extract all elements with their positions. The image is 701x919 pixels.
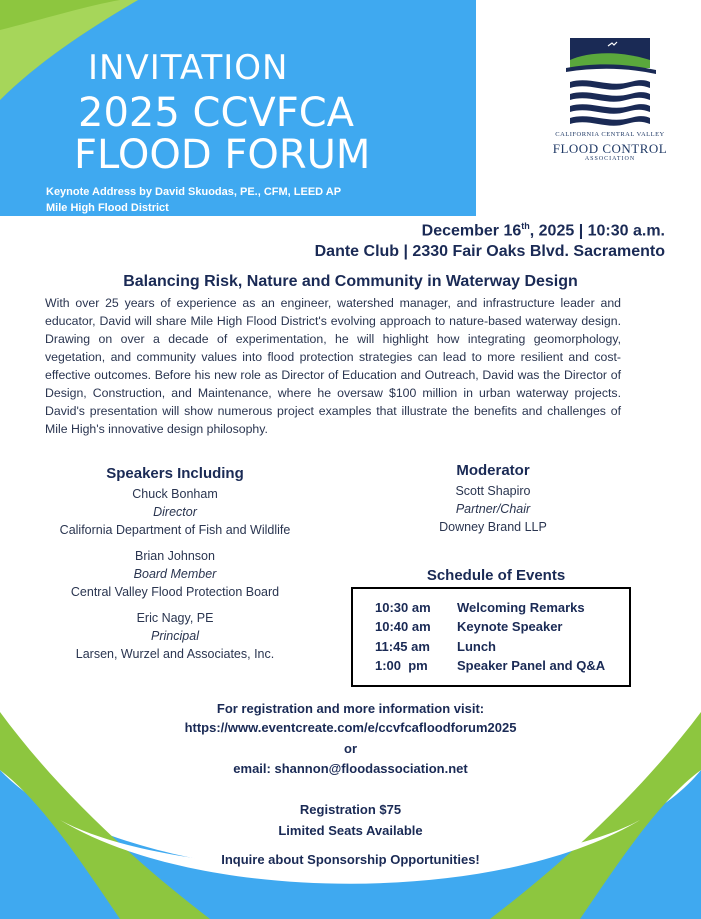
schedule-row bbox=[375, 600, 585, 615]
schedule-row bbox=[375, 658, 605, 673]
keynote-info bbox=[46, 184, 341, 216]
schedule-time: 11:45 am bbox=[375, 639, 430, 654]
speaker-role: Principal bbox=[151, 629, 199, 643]
invitation-label: INVITATION bbox=[88, 48, 289, 88]
speaker-org: Larsen, Wurzel and Associates, Inc. bbox=[75, 647, 275, 661]
registration-info: For registration and more information visit: bbox=[216, 701, 485, 716]
logo-text-line-1: CALIFORNIA CENTRAL VALLEY bbox=[555, 131, 665, 138]
schedule-event: Keynote Speaker bbox=[457, 619, 563, 634]
title-line-2: FLOOD FORUM bbox=[74, 132, 371, 178]
limited-seats: Limited Seats Available bbox=[278, 823, 423, 838]
moderator-heading: Moderator bbox=[456, 462, 530, 479]
sponsorship-note: Inquire about Sponsorship Opportunities! bbox=[221, 852, 480, 867]
schedule-row bbox=[375, 639, 496, 654]
logo-text-line-2: FLOOD CONTROL bbox=[552, 141, 668, 156]
schedule-row bbox=[375, 619, 563, 634]
moderator-name: Scott Shapiro bbox=[455, 484, 531, 498]
speakers-heading: Speakers Including bbox=[106, 465, 244, 482]
event-date bbox=[422, 221, 665, 240]
moderator-section bbox=[393, 460, 593, 536]
session-title: Balancing Risk, Nature and Community in Waterway Design bbox=[123, 273, 578, 290]
flood-logo-icon bbox=[548, 38, 672, 130]
keynote-organization: Mile High Flood District bbox=[46, 202, 169, 214]
schedule-event: Welcoming Remarks bbox=[457, 600, 585, 615]
speaker-org: California Department of Fish and Wildlife bbox=[59, 523, 291, 537]
logo-text-line-3: ASSOCIATION bbox=[584, 156, 636, 162]
speaker-name: Chuck Bonham bbox=[132, 487, 218, 501]
schedule-time: 10:40 am bbox=[375, 619, 431, 634]
schedule-event: Speaker Panel and Q&A bbox=[457, 658, 606, 673]
or-text: or bbox=[344, 741, 357, 756]
speaker-name: Brian Johnson bbox=[135, 549, 215, 563]
schedule-time: 10:30 am bbox=[375, 600, 431, 615]
schedule-event: Lunch bbox=[457, 639, 496, 654]
title-line-1: 2025 CCVFCA bbox=[78, 90, 355, 136]
event-date-main: December 16 bbox=[421, 222, 522, 240]
schedule-time: 1:00 pm bbox=[375, 658, 428, 673]
registration-price: Registration $75 bbox=[299, 802, 402, 817]
contact-email[interactable]: email: shannon@floodassociation.net bbox=[233, 761, 468, 776]
moderator-org: Downey Brand LLP bbox=[439, 520, 547, 534]
keynote-speaker: Keynote Address by David Skuodas, PE., CFM, LEED AP bbox=[46, 186, 342, 198]
speaker-role: Director bbox=[153, 505, 197, 519]
speaker-role: Board Member bbox=[133, 567, 217, 581]
event-date-rest: , 2025 | 10:30 a.m. bbox=[529, 222, 665, 240]
event-date-suffix: th bbox=[521, 221, 530, 231]
registration-link[interactable]: https://www.eventcreate.com/e/ccvfcafloodforum2025 bbox=[184, 720, 517, 735]
header-banner bbox=[0, 0, 476, 216]
moderator-role: Partner/Chair bbox=[455, 502, 531, 516]
speaker-name: Eric Nagy, PE bbox=[136, 611, 214, 625]
session-description: With over 25 years of experience as an engineer, watershed manager, and infrastructure leader and educator, David will share Mile High Flood District's evolving approach to nature-based waterway design. Drawing on over a decade of experimentation, he will highlight how integrating geomorphology, vegetation, and community values into flood protection strategies can lead to more resilient and cost-effective outcomes. Before his new role as Director of Education and Outreach, David was the Director of Design, Construction, and Maintenance, where he oversaw $100 million in urban waterway projects. David's presentation will show numerous project examples that illustrate the benefits and challenges of Mile High's innovative design philosophy. bbox=[45, 296, 621, 436]
event-venue: Dante Club | 2330 Fair Oaks Blvd. Sacramento bbox=[314, 243, 665, 260]
speakers-section bbox=[20, 463, 330, 663]
schedule-box bbox=[351, 587, 631, 687]
schedule-heading: Schedule of Events bbox=[426, 567, 566, 584]
speaker-org: Central Valley Flood Protection Board bbox=[70, 585, 280, 599]
